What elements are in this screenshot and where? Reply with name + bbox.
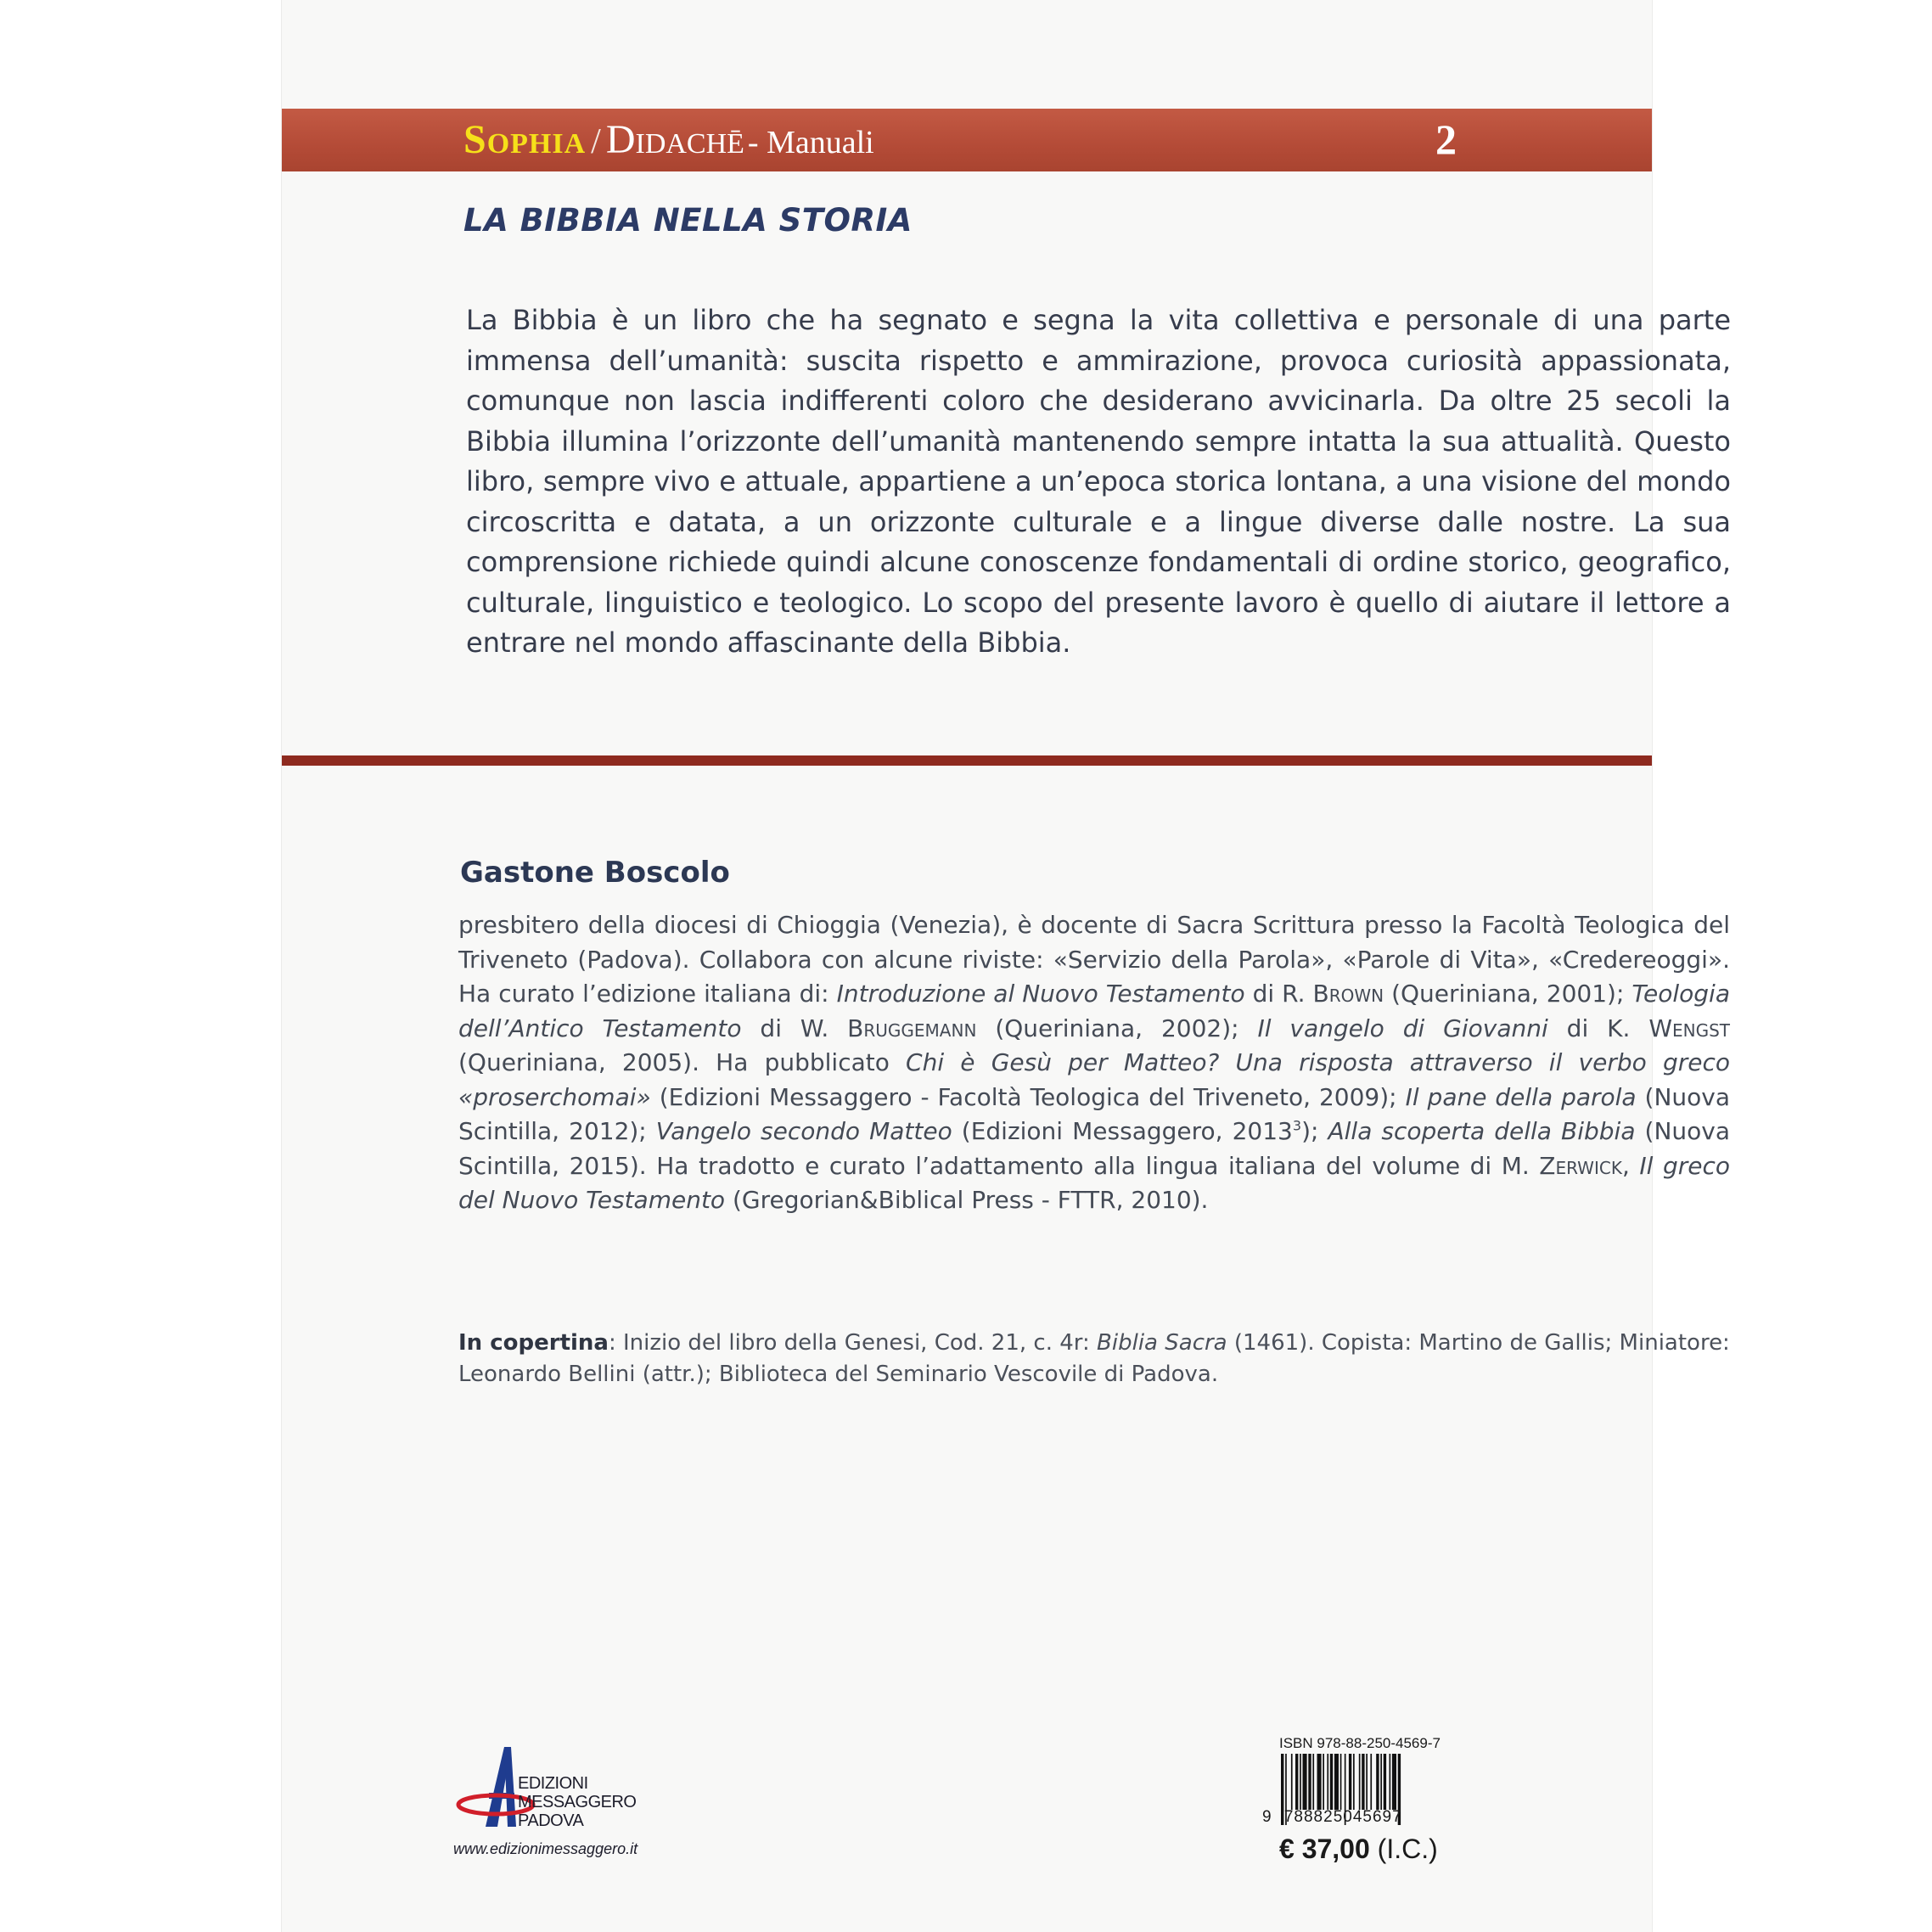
publisher-line-3: PADOVA	[518, 1811, 584, 1830]
barcode-bar	[1366, 1754, 1368, 1810]
barcode-bar	[1291, 1754, 1293, 1810]
series-sophia: Sophia	[463, 117, 587, 162]
cover-credit-text-before: : Inizio del libro della Genesi, Cod. 21, c. 4r:	[608, 1330, 1098, 1356]
author-bio-run: (Edizioni Messaggero, 2013	[952, 1117, 1293, 1145]
section-divider	[282, 755, 1652, 766]
blurb-text: La Bibbia è un libro che ha segnato e segna la vita collettiva e personale di una parte immensa dell’umanità: suscita rispetto e ammirazione, provoca curiosità appassionata, comunque non lascia indifferenti coloro che desiderano avvicinarla. Da oltre 25 secoli la Bibbia illumina l’orizzonte dell’umanità mantenendo sempre intatta la sua attualità. Questo libro, sempre vivo e attuale, appartiene a un’epoca storica lontana, a una visione del mondo circoscritta e datata, a un orizzonte culturale e a lingue diverse dalle nostre. La sua comprensione richiede quindi alcune conoscenze fondamentali di ordine storico, geografico, culturale, linguistico e teologico. Lo scopo del presente lavoro è quello di aiutare il lettore a entrare nel mondo affascinante della Bibbia.	[466, 304, 1731, 659]
author-bio-run: (Queriniana, 2005). Ha pubblicato	[458, 1048, 907, 1076]
author-bio-run: presbitero della diocesi di Chioggia (Venezia), è docente di Sacra Scrittura presso la Facoltà Teologica del Triveneto (Padova). Collabora con alcune riviste: «Servizio della Parola», «Parole di Vita», «Credereoggi». Ha curato l’edizione italiana di:	[458, 911, 1730, 1008]
isbn-label: ISBN 978-88-250-4569-7	[1279, 1735, 1441, 1751]
author-bio	[458, 908, 1730, 1218]
barcode-bar	[1303, 1754, 1307, 1810]
book-title: LA BIBBIA NELLA STORIA	[463, 202, 913, 239]
publisher-line-1: EDIZIONI	[518, 1774, 588, 1793]
series-slash: /	[591, 122, 601, 161]
author-bio-run: Wengst	[1648, 1014, 1731, 1042]
series-number: 2	[1435, 115, 1457, 163]
barcode-bar	[1312, 1754, 1314, 1810]
barcode-bar	[1300, 1754, 1301, 1810]
barcode-bar	[1390, 1754, 1391, 1810]
author-bio-run: );	[1301, 1117, 1328, 1145]
author-bio-run: Il vangelo di Giovanni	[1257, 1014, 1548, 1042]
barcode-bar	[1353, 1754, 1355, 1810]
author-bio-run: Il pane della parola	[1405, 1082, 1637, 1111]
series-didache: Didachē	[605, 117, 744, 162]
back-cover	[281, 0, 1731, 1932]
author-bio-run: (Nuova Scintilla, 2015). Ha tradotto e curato l’adattamento alla lingua italiana del volume di M.	[458, 1117, 1731, 1180]
barcode-bar	[1392, 1754, 1396, 1810]
price-note: (I.C.)	[1377, 1834, 1438, 1864]
cover-credit	[458, 1328, 1730, 1390]
barcode-bar	[1330, 1754, 1333, 1810]
author-bio-run: Bruggemann	[847, 1014, 977, 1042]
cover-credit-text-after: (1461). Copista: Martino de Gallis; Miniatore: Leonardo Bellini (attr.); Biblioteca del Seminario Vescovile di Padova.	[458, 1330, 1730, 1387]
barcode-bar	[1317, 1754, 1322, 1810]
author-bio-run: Alla scoperta della Bibbia	[1328, 1117, 1636, 1145]
barcode-bar	[1384, 1754, 1386, 1810]
author-name: Gastone Boscolo	[460, 856, 730, 890]
author-bio-run: di W.	[741, 1014, 848, 1042]
author-bio-run: Introduzione al Nuovo Testamento	[836, 980, 1245, 1008]
price	[1279, 1834, 1438, 1865]
author-bio-run: di K.	[1547, 1014, 1649, 1042]
barcode-bar	[1362, 1754, 1364, 1810]
author-bio-run: Teologia dell’Antico Testamento	[458, 980, 1730, 1042]
barcode-bar	[1380, 1754, 1382, 1810]
author-bio-run: (Queriniana, 2001);	[1384, 980, 1632, 1008]
author-bio-run: 3	[1292, 1117, 1302, 1134]
author-bio-run: Vangelo secondo Matteo	[655, 1117, 952, 1145]
author-bio-run: (Queriniana, 2002);	[976, 1014, 1258, 1042]
author-bio-run: (Edizioni Messaggero - Facoltà Teologica del Triveneto, 2009);	[650, 1082, 1406, 1111]
author-bio-run: Il greco del Nuovo Testamento	[458, 1151, 1730, 1214]
barcode-digits-main: 788825045697	[1283, 1808, 1402, 1826]
barcode-digit-lead: 9	[1262, 1808, 1272, 1826]
author-bio-run: Chi è Gesù per Matteo? Una risposta attraverso il verbo greco «proserchomai»	[458, 1048, 1730, 1111]
cover-credit-label: In copertina	[458, 1330, 609, 1356]
barcode-bar	[1327, 1754, 1328, 1810]
barcode-bar	[1370, 1754, 1372, 1810]
barcode-bar	[1376, 1754, 1379, 1810]
author-bio-run: (Gregorian&Biblical Press - FTTR, 2010).	[725, 1186, 1209, 1214]
author-bio-run: Brown	[1312, 980, 1384, 1008]
publisher-line-2: MESSAGGERO	[518, 1793, 637, 1811]
barcode-bar	[1340, 1754, 1342, 1810]
barcode-bar	[1359, 1754, 1361, 1810]
series-band	[282, 109, 1652, 171]
price-amount: € 37,00	[1279, 1834, 1370, 1864]
publisher-url: www.edizionimessaggero.it	[453, 1840, 638, 1857]
barcode-bar	[1323, 1754, 1324, 1810]
author-bio-run: (Nuova Scintilla, 2012);	[458, 1082, 1730, 1145]
barcode-bar	[1349, 1754, 1351, 1810]
barcode-bar	[1308, 1754, 1311, 1810]
series-title	[463, 119, 874, 161]
barcode-bar	[1295, 1754, 1298, 1810]
cover-credit-work: Biblia Sacra	[1097, 1330, 1227, 1356]
barcode-digits	[1262, 1808, 1402, 1827]
publisher-name	[518, 1774, 636, 1830]
author-bio-run: ,	[1621, 1151, 1640, 1180]
author-bio-run: Zerwick	[1539, 1151, 1622, 1180]
series-manuali: - Manuali	[747, 125, 874, 160]
author-bio-run: di R.	[1244, 980, 1313, 1008]
barcode-bar	[1334, 1754, 1339, 1810]
